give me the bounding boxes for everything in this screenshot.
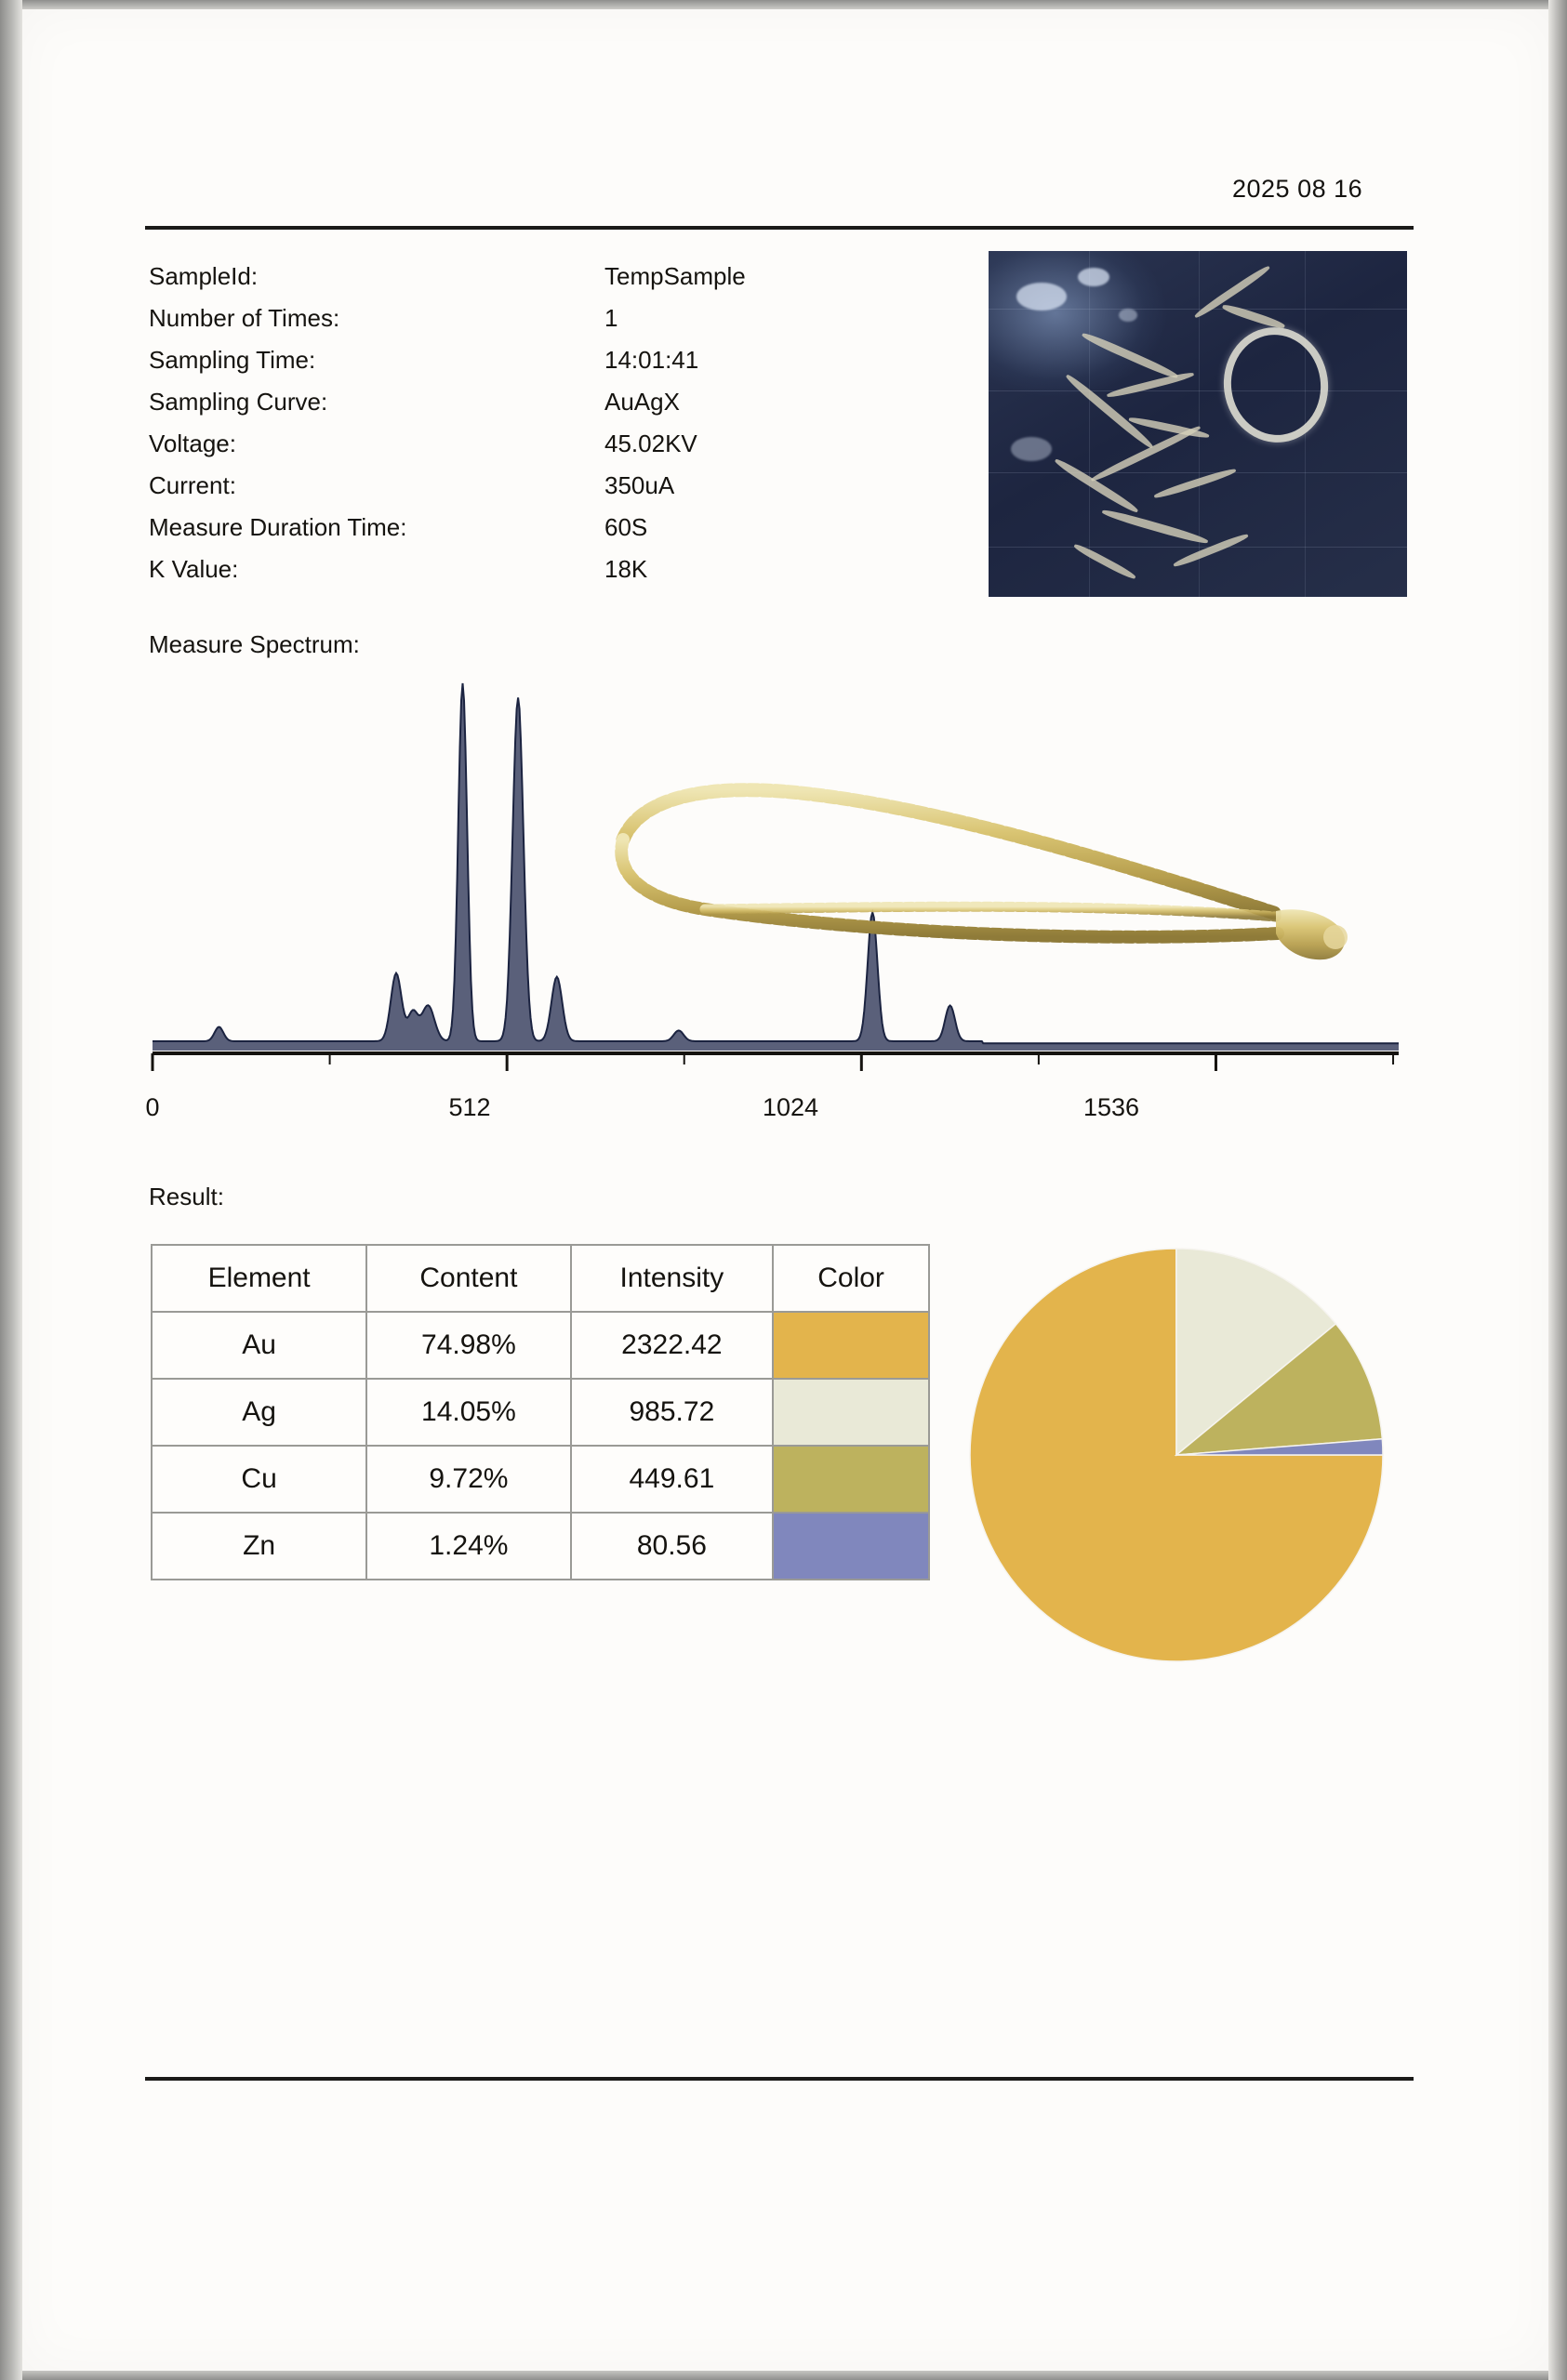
cell-intensity: 985.72 (571, 1379, 774, 1446)
column-header-element: Element (152, 1245, 366, 1312)
parameter-value: 45.02KV (604, 430, 697, 457)
color-swatch (774, 1514, 928, 1579)
pie-plot (963, 1241, 1390, 1669)
cell-intensity: 449.61 (571, 1446, 774, 1513)
axis-tick-label: 0 (145, 1093, 160, 1121)
cell-content: 74.98% (366, 1312, 570, 1379)
composition-pie-chart (963, 1241, 1390, 1669)
parameter-value: TempSample (604, 262, 746, 290)
parameter-value: AuAgX (604, 388, 680, 416)
cell-element: Ag (152, 1379, 366, 1446)
header-divider (145, 226, 1414, 230)
parameter-row (149, 513, 874, 555)
parameter-value: 1 (604, 304, 618, 332)
parameter-label: SampleId: (149, 262, 259, 290)
parameter-label: Sampling Curve: (149, 388, 328, 416)
cell-color (773, 1379, 929, 1446)
cell-element: Zn (152, 1513, 366, 1580)
cell-content: 9.72% (366, 1446, 570, 1513)
axis-tick-label: 512 (448, 1093, 491, 1121)
footer-divider (145, 2077, 1414, 2081)
parameter-label: Sampling Time: (149, 346, 316, 374)
parameter-label: Number of Times: (149, 304, 340, 332)
parameter-row (149, 430, 874, 471)
color-swatch (774, 1380, 928, 1445)
parameter-row (149, 304, 874, 346)
cell-intensity: 2322.42 (571, 1312, 774, 1379)
cell-color (773, 1446, 929, 1513)
column-header-content: Content (366, 1245, 570, 1312)
table-header-row (152, 1245, 929, 1312)
result-table (151, 1244, 930, 1580)
parameter-label: Current: (149, 471, 236, 499)
cell-color (773, 1513, 929, 1580)
cell-element: Cu (152, 1446, 366, 1513)
axis-tick-label: 1536 (1082, 1093, 1140, 1121)
parameter-value: 350uA (604, 471, 675, 499)
ring-object (1216, 321, 1335, 449)
cell-color (773, 1312, 929, 1379)
axis-tick-label: 1024 (762, 1093, 819, 1121)
spectrum-section-label: Measure Spectrum: (149, 630, 360, 658)
parameter-row (149, 388, 874, 430)
parameter-value: 14:01:41 (604, 346, 699, 374)
cell-intensity: 80.56 (571, 1513, 774, 1580)
table-row (152, 1312, 929, 1379)
parameter-row (149, 346, 874, 388)
parameter-label: K Value: (149, 555, 239, 583)
cell-content: 1.24% (366, 1513, 570, 1580)
parameter-label: Measure Duration Time: (149, 513, 407, 541)
report-date: 2025 08 16 (1232, 175, 1363, 203)
spectrum-trace-line (153, 683, 1399, 1043)
result-section-label: Result: (149, 1183, 224, 1210)
scan-edge-left (0, 0, 22, 2380)
scan-edge-right (1548, 0, 1567, 2380)
table-row (152, 1446, 929, 1513)
column-header-intensity: Intensity (571, 1245, 774, 1312)
parameter-list (149, 262, 874, 597)
parameter-value: 60S (604, 513, 648, 541)
cell-element: Au (152, 1312, 366, 1379)
parameter-label: Voltage: (149, 430, 236, 457)
measure-spectrum-chart (149, 651, 1414, 1097)
column-header-color: Color (773, 1245, 929, 1312)
spectrum-trace-fill (153, 683, 1399, 1051)
parameter-row (149, 555, 874, 597)
spectrum-plot (149, 651, 1414, 1097)
color-swatch (774, 1313, 928, 1378)
parameter-row (149, 262, 874, 304)
spectrum-axis-ticks (145, 1093, 1414, 1149)
parameter-value: 18K (604, 555, 648, 583)
parameter-row (149, 471, 874, 513)
table-row (152, 1379, 929, 1446)
table-row (152, 1513, 929, 1580)
cell-content: 14.05% (366, 1379, 570, 1446)
color-swatch (774, 1447, 928, 1512)
sample-chamber-photo (989, 251, 1407, 597)
